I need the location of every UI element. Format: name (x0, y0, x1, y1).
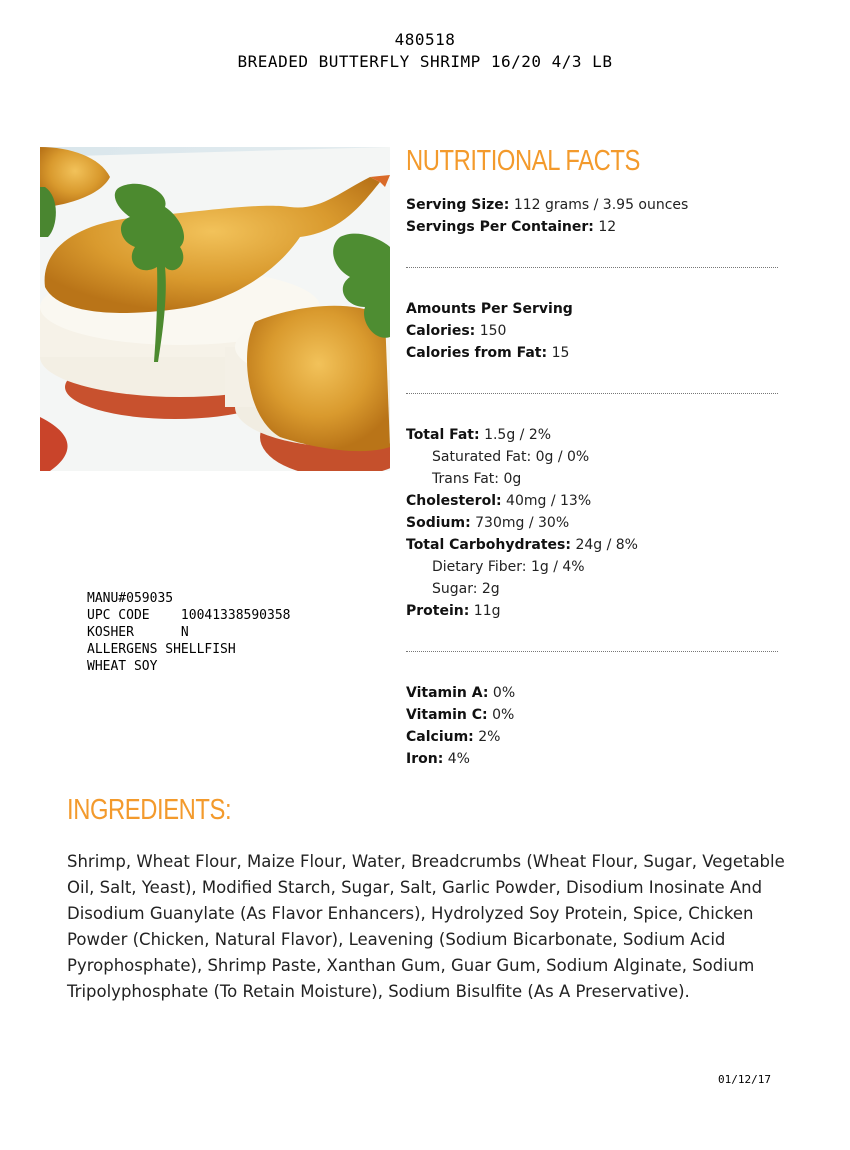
calcium: Calcium: 2% (406, 729, 501, 745)
calories-from-fat: Calories from Fat: 15 (406, 345, 570, 361)
vitamin-c: Vitamin C: 0% (406, 707, 515, 723)
ingredients-title: INGREDIENTS: (67, 794, 232, 826)
product-photo (40, 147, 390, 471)
calories: Calories: 150 (406, 323, 507, 339)
total-carbohydrates: Total Carbohydrates: 24g / 8% (406, 537, 638, 553)
sodium: Sodium: 730mg / 30% (406, 515, 570, 531)
nutrition-facts (406, 140, 778, 770)
upc-code: UPC CODE 10041338590358 (87, 608, 291, 623)
allergens-cont: WHEAT SOY (87, 659, 158, 674)
protein: Protein: 11g (406, 603, 501, 619)
cholesterol: Cholesterol: 40mg / 13% (406, 493, 592, 509)
iron: Iron: 4% (406, 751, 470, 767)
document-date: 01/12/17 (718, 1073, 771, 1086)
product-meta (87, 590, 291, 675)
kosher: KOSHER N (87, 625, 189, 640)
allergens: ALLERGENS SHELLFISH (87, 642, 236, 657)
manu-number: MANU#059035 (87, 591, 174, 606)
total-fat: Total Fat: 1.5g / 2% (406, 427, 552, 443)
servings-per-container: Servings Per Container: 12 (406, 219, 617, 235)
amounts-heading: Amounts Per Serving (406, 301, 573, 317)
saturated-fat: Saturated Fat: 0g / 0% (432, 449, 590, 465)
item-code: 480518 (394, 30, 456, 49)
product-name: BREADED BUTTERFLY SHRIMP 16/20 4/3 LB (237, 52, 613, 71)
ingredients-text: Shrimp, Wheat Flour, Maize Flour, Water, Breadcrumbs (Wheat Flour, Sugar, Vegetable Oil, Salt, Yeast), Modified Starch, Sugar, Salt, Garlic Powder, Disodium Inosinate And Disodium Guanylate (As Flavor Enhancers), Hydrolyzed Soy Protein, Spice, Chicken Powder (Chicken, Natural Flavor), Leavening (Sodium Bicarbonate, Sodium Acid Pyrophosphate), Shrimp Paste, Xanthan Gum, Guar Gum, Sodium Alginate, Sodium Tripolyphosphate (To Retain Moisture), Sodium Bisulfite (As A Preservative). (67, 852, 785, 1001)
vitamin-a: Vitamin A: 0% (406, 685, 516, 701)
trans-fat: Trans Fat: 0g (432, 471, 522, 487)
dietary-fiber: Dietary Fiber: 1g / 4% (432, 559, 585, 575)
nutrition-title: NUTRITIONAL FACTS (406, 145, 640, 177)
sugar: Sugar: 2g (432, 581, 500, 597)
serving-size: Serving Size: 112 grams / 3.95 ounces (406, 197, 689, 213)
